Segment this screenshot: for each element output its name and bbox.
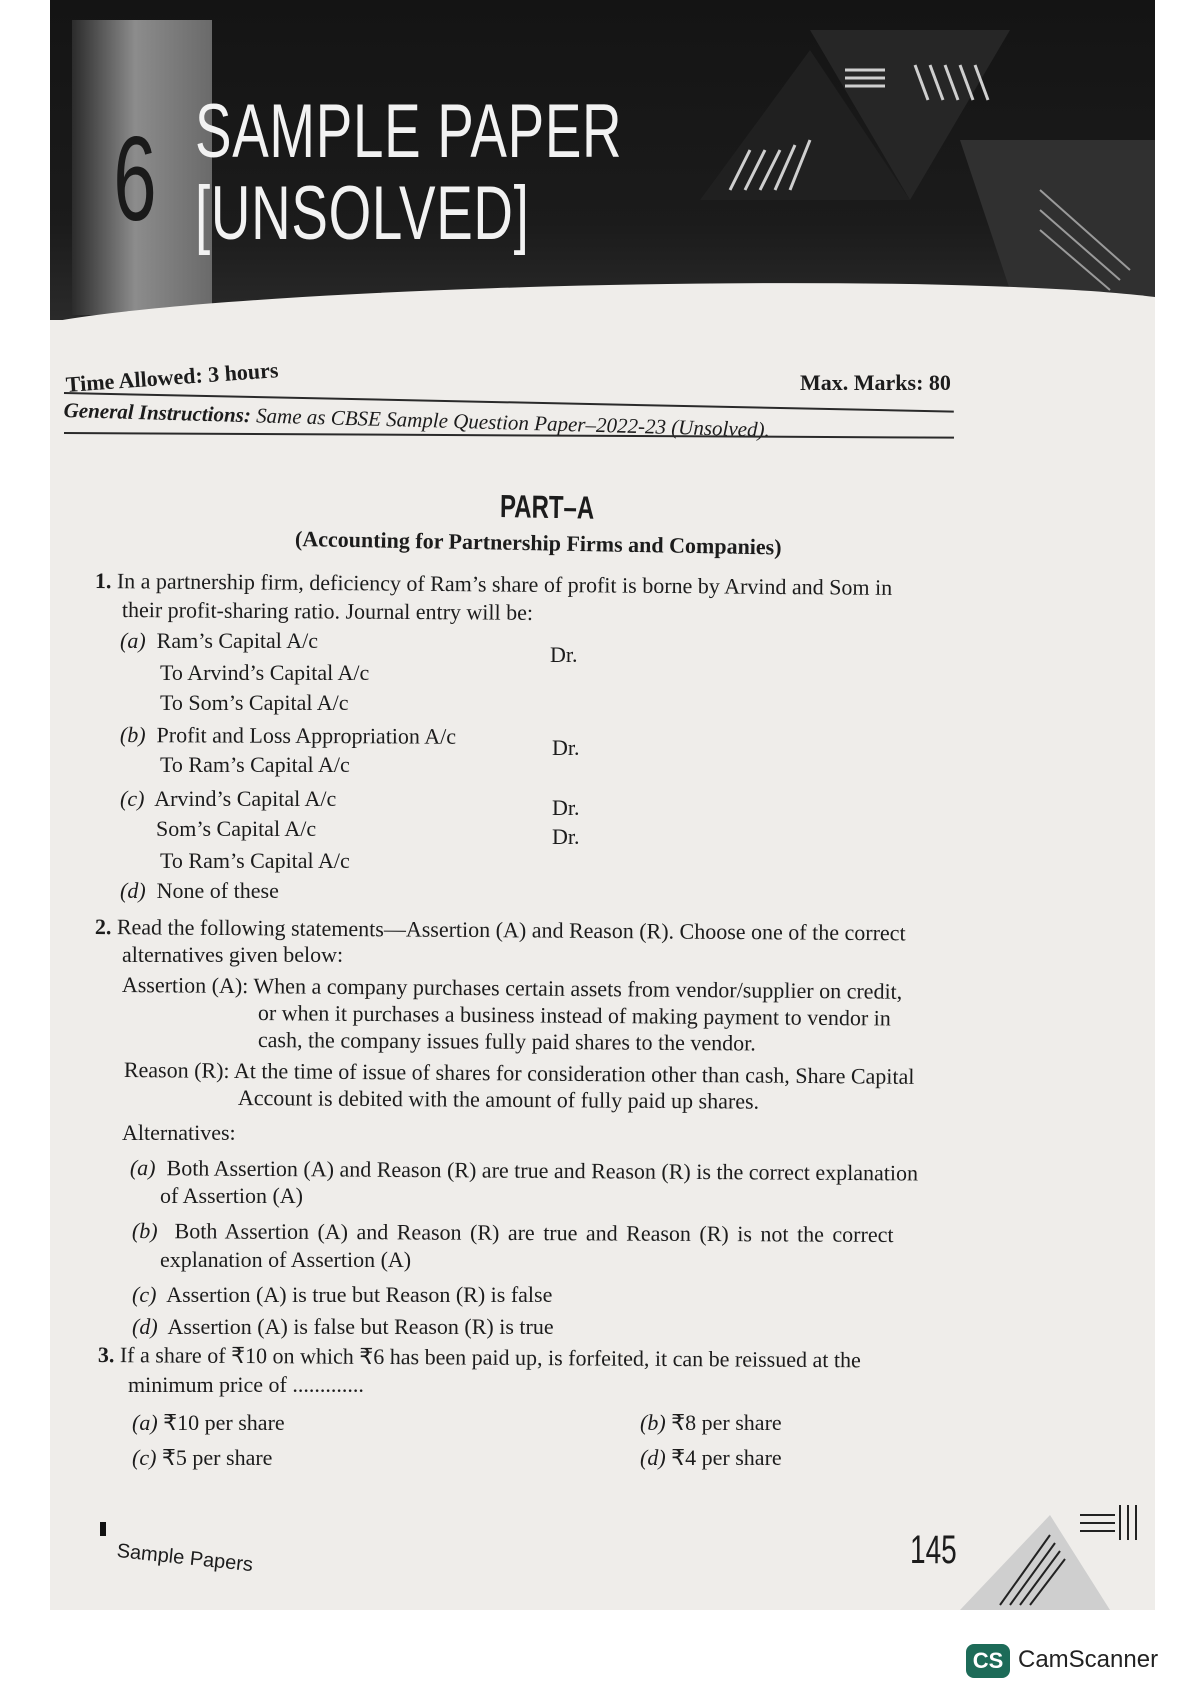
alternatives-label: Alternatives: bbox=[122, 1120, 236, 1145]
question-2-number: 2. bbox=[94, 914, 112, 940]
question-1-line2: their profit-sharing ratio. Journal entry will be: bbox=[121, 597, 534, 625]
reason-line1: Reason (R): At the time of issue of shares for consideration other than cash, Share Capital bbox=[123, 1057, 915, 1089]
page-number: 145 bbox=[910, 1528, 957, 1572]
part-title: PART–A bbox=[499, 488, 595, 526]
q2-option-d: (d) Assertion (A) is false but Reason (R) is true bbox=[132, 1314, 554, 1339]
question-3-line2: minimum price of ............. bbox=[128, 1372, 364, 1397]
q2-option-a: (a) Both Assertion (A) and Reason (R) are true and Reason (R) is the correct explanation bbox=[129, 1155, 919, 1186]
q2-option-b: (b) Both Assertion (A) and Reason (R) are true and Reason (R) is not the correct bbox=[131, 1218, 894, 1247]
question-3-line1 bbox=[98, 1342, 861, 1373]
q1-option-c-line3: To Ram’s Capital A/c bbox=[160, 848, 350, 873]
q1-option-c-dr1: Dr. bbox=[552, 795, 580, 820]
q3-option-b: (b) ₹8 per share bbox=[640, 1410, 782, 1435]
q1-option-c-dr2: Dr. bbox=[552, 824, 580, 849]
time-allowed: Time Allowed: 3 hours bbox=[65, 357, 280, 397]
part-subtitle: (Accounting for Partnership Firms and Companies) bbox=[294, 526, 782, 560]
chapter-number: 6 bbox=[113, 112, 157, 246]
q1-option-a-dr: Dr. bbox=[550, 642, 578, 667]
q2-option-c: (c) Assertion (A) is true but Reason (R) is false bbox=[132, 1282, 553, 1307]
footer-decoration-graphic bbox=[960, 1495, 1155, 1610]
question-2-line2: alternatives given below: bbox=[122, 942, 344, 967]
q1-option-d: (d) None of these bbox=[120, 878, 279, 903]
q1-option-a-line3: To Som’s Capital A/c bbox=[160, 690, 349, 715]
chapter-title-line1: SAMPLE PAPER bbox=[195, 89, 623, 174]
assertion-line2: or when it purchases a business instead of making payment to vendor in bbox=[257, 1000, 891, 1031]
question-3-number: 3. bbox=[97, 1342, 115, 1368]
question-1-text: In a partnership firm, deficiency of Ram’s share of profit is borne by Arvind and Som in bbox=[116, 568, 893, 600]
q3-option-d: (d) ₹4 per share bbox=[640, 1445, 782, 1470]
q1-option-b-line2: To Ram’s Capital A/c bbox=[160, 752, 350, 777]
q1-option-c: (c) Arvind’s Capital A/c bbox=[120, 786, 337, 811]
instructions-text: Same as CBSE Sample Question Paper–2022-23 (Unsolved). bbox=[255, 403, 771, 442]
q3-option-a: (a) ₹10 per share bbox=[132, 1410, 285, 1435]
q1-option-c-line2: Som’s Capital A/c bbox=[156, 816, 317, 841]
question-2-text: Read the following statements—Assertion (A) and Reason (R). Choose one of the correct bbox=[116, 914, 906, 946]
q3-option-c: (c) ₹5 per share bbox=[132, 1445, 273, 1470]
reason-line2: Account is debited with the amount of fully paid up shares. bbox=[237, 1085, 760, 1114]
assertion-line3: cash, the company issues fully paid shares to the vendor. bbox=[257, 1027, 756, 1056]
footer-mark bbox=[100, 1522, 106, 1536]
q2-option-a-line2: of Assertion (A) bbox=[160, 1183, 303, 1208]
max-marks: Max. Marks: 80 bbox=[800, 370, 951, 395]
book-page bbox=[50, 0, 1155, 1610]
q1-option-b-dr: Dr. bbox=[552, 735, 580, 760]
camscanner-watermark: CamScanner bbox=[1018, 1646, 1159, 1673]
chapter-title-line2: [UNSOLVED] bbox=[195, 171, 530, 256]
header-decoration-graphic bbox=[690, 20, 1155, 320]
q1-option-a-line2: To Arvind’s Capital A/c bbox=[160, 660, 370, 685]
instructions-label: General Instructions: bbox=[63, 398, 252, 428]
question-3-text: If a share of ₹10 on which ₹6 has been paid up, is forfeited, it can be reissued at the bbox=[119, 1342, 861, 1373]
camscanner-logo-icon: CS bbox=[966, 1644, 1010, 1678]
footer-label: Sample Papers bbox=[115, 1540, 255, 1577]
question-1-number: 1. bbox=[94, 568, 112, 594]
question-1-line1 bbox=[95, 568, 893, 601]
q1-option-a: (a) Ram’s Capital A/c bbox=[120, 628, 318, 653]
q1-option-b: (b) Profit and Loss Appropriation A/c bbox=[119, 722, 457, 749]
q2-option-b-line2: explanation of Assertion (A) bbox=[160, 1247, 412, 1272]
assertion-line1: Assertion (A): When a company purchases certain assets from vendor/supplier on credit, bbox=[121, 972, 903, 1004]
